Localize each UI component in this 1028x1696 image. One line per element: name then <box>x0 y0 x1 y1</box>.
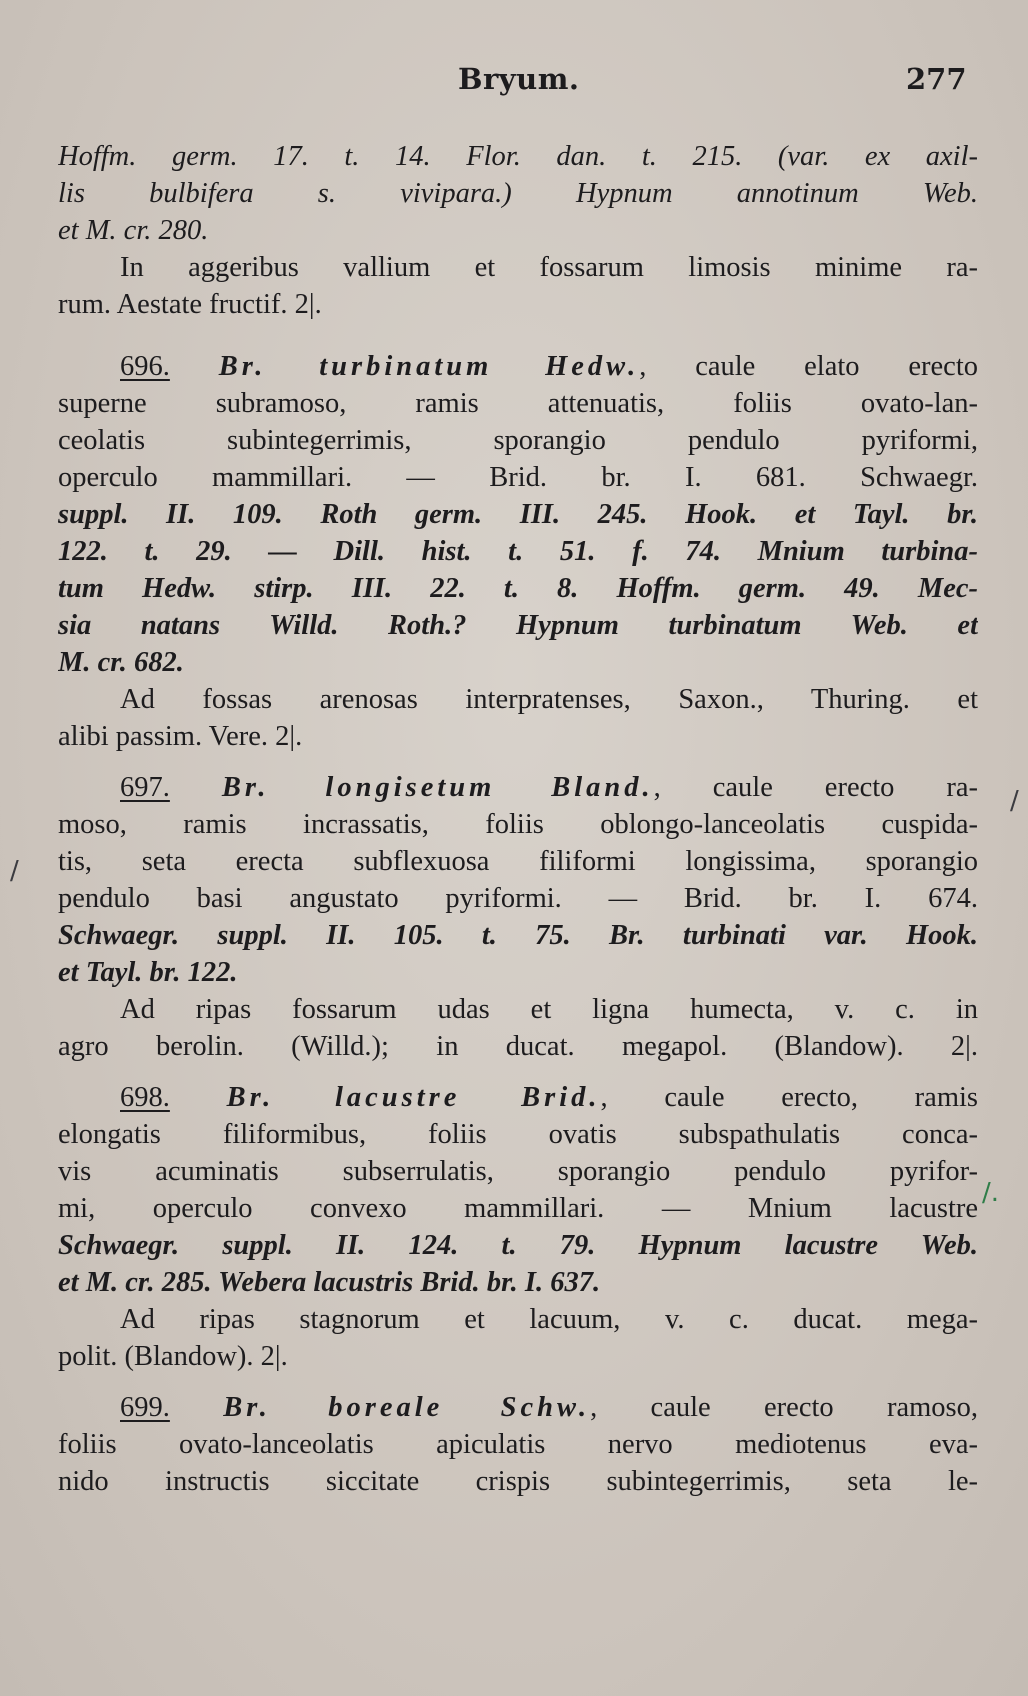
habitat-line: Ad ripas fossarum udas et ligna humecta, v. c. in <box>120 994 978 1025</box>
entry-heading-699 <box>58 1389 978 1426</box>
text-line: M. cr. 682. <box>58 647 184 678</box>
text-line: Hoffm. germ. 17. t. 14. Flor. dan. t. 215. (var. ex axil- <box>58 141 978 172</box>
text-line: 122. t. 29. — Dill. hist. t. 51. f. 74. Mnium turbina- <box>58 536 978 567</box>
entry-description: , caule erecto ramoso, <box>590 1392 978 1423</box>
text-line: et M. cr. 285. Webera lacustris Brid. br. I. 637. <box>58 1267 601 1298</box>
text-line: tis, seta erecta subflexuosa filiformi longissima, sporangio <box>58 846 978 877</box>
text-line: mi, operculo convexo mammillari. — Mnium lacustre <box>58 1193 978 1224</box>
entry-number: 699. <box>120 1392 170 1423</box>
habitat-line: Ad fossas arenosas interpratenses, Saxon., Thuring. et <box>120 684 978 715</box>
text-line: vis acuminatis subserrulatis, sporangio pendulo pyrifor- <box>58 1156 978 1187</box>
species-name: Br. boreale Schw. <box>223 1392 591 1423</box>
text-line: et M. cr. 280. <box>58 215 209 246</box>
entry-number: 696. <box>120 351 170 382</box>
text-line: et Tayl. br. 122. <box>58 957 238 988</box>
species-name: Br. lacustre Brid. <box>226 1082 601 1113</box>
text-line: ceolatis subintegerrimis, sporangio pendulo pyriformi, <box>58 425 978 456</box>
habitat-line: rum. Aestate fructif. 2|. <box>58 289 322 320</box>
text-line: lis bulbifera s. vivipara.) Hypnum annotinum Web. <box>58 178 978 209</box>
text-line: Schwaegr. suppl. II. 105. t. 75. Br. turbinati var. Hook. <box>58 920 978 951</box>
entry-number: 698. <box>120 1082 170 1113</box>
text-line: Schwaegr. suppl. II. 124. t. 79. Hypnum lacustre Web. <box>58 1230 978 1261</box>
entry-heading-697 <box>58 769 978 806</box>
entry-description: , caule erecto, ramis <box>600 1082 978 1113</box>
running-header <box>0 62 1028 102</box>
habitat-line: alibi passim. Vere. 2|. <box>58 721 303 752</box>
habitat-line: agro berolin. (Willd.); in ducat. megapol. (Blandow). 2|. <box>58 1031 978 1062</box>
text-line: superne subramoso, ramis attenuatis, foliis ovato-lan- <box>58 388 978 419</box>
entry-heading-698 <box>58 1079 978 1116</box>
running-title: Bryum. <box>458 62 580 96</box>
entry-description: , caule erecto ra- <box>653 772 978 803</box>
text-line: moso, ramis incrassatis, foliis oblongo-lanceolatis cuspida- <box>58 809 978 840</box>
text-line: suppl. II. 109. Roth germ. III. 245. Hook. et Tayl. br. <box>58 499 978 530</box>
habitat-line: polit. (Blandow). 2|. <box>58 1341 288 1372</box>
species-name: Br. longisetum Bland. <box>221 772 654 803</box>
entry-number: 697. <box>120 772 170 803</box>
text-line: foliis ovato-lanceolatis apiculatis nervo mediotenus eva- <box>58 1429 978 1460</box>
text-line: sia natans Willd. Roth.? Hypnum turbinatum Web. et <box>58 610 978 641</box>
text-line: tum Hedw. stirp. III. 22. t. 8. Hoffm. germ. 49. Mec- <box>58 573 978 604</box>
text-line: pendulo basi angustato pyriformi. — Brid. br. I. 674. <box>58 883 978 914</box>
page-body <box>58 138 978 1500</box>
habitat-line: In aggeribus vallium et fossarum limosis minime ra- <box>120 252 978 283</box>
margin-pencil-mark: / <box>10 856 19 886</box>
entry-description: , caule elato erecto <box>639 351 978 382</box>
text-line: operculo mammillari. — Brid. br. I. 681. Schwaegr. <box>58 462 978 493</box>
entry-heading-696 <box>58 348 978 385</box>
species-name: Br. turbinatum Hedw. <box>218 351 640 382</box>
margin-pencil-mark: / <box>1010 786 1019 816</box>
text-line: elongatis filiformibus, foliis ovatis subspathulatis conca- <box>58 1119 978 1150</box>
habitat-line: Ad ripas stagnorum et lacuum, v. c. ducat. mega- <box>120 1304 978 1335</box>
text-line: nido instructis siccitate crispis subintegerrimis, seta le- <box>58 1466 978 1497</box>
page-number: 277 <box>906 62 967 96</box>
margin-pencil-mark: /. <box>982 1178 1000 1208</box>
